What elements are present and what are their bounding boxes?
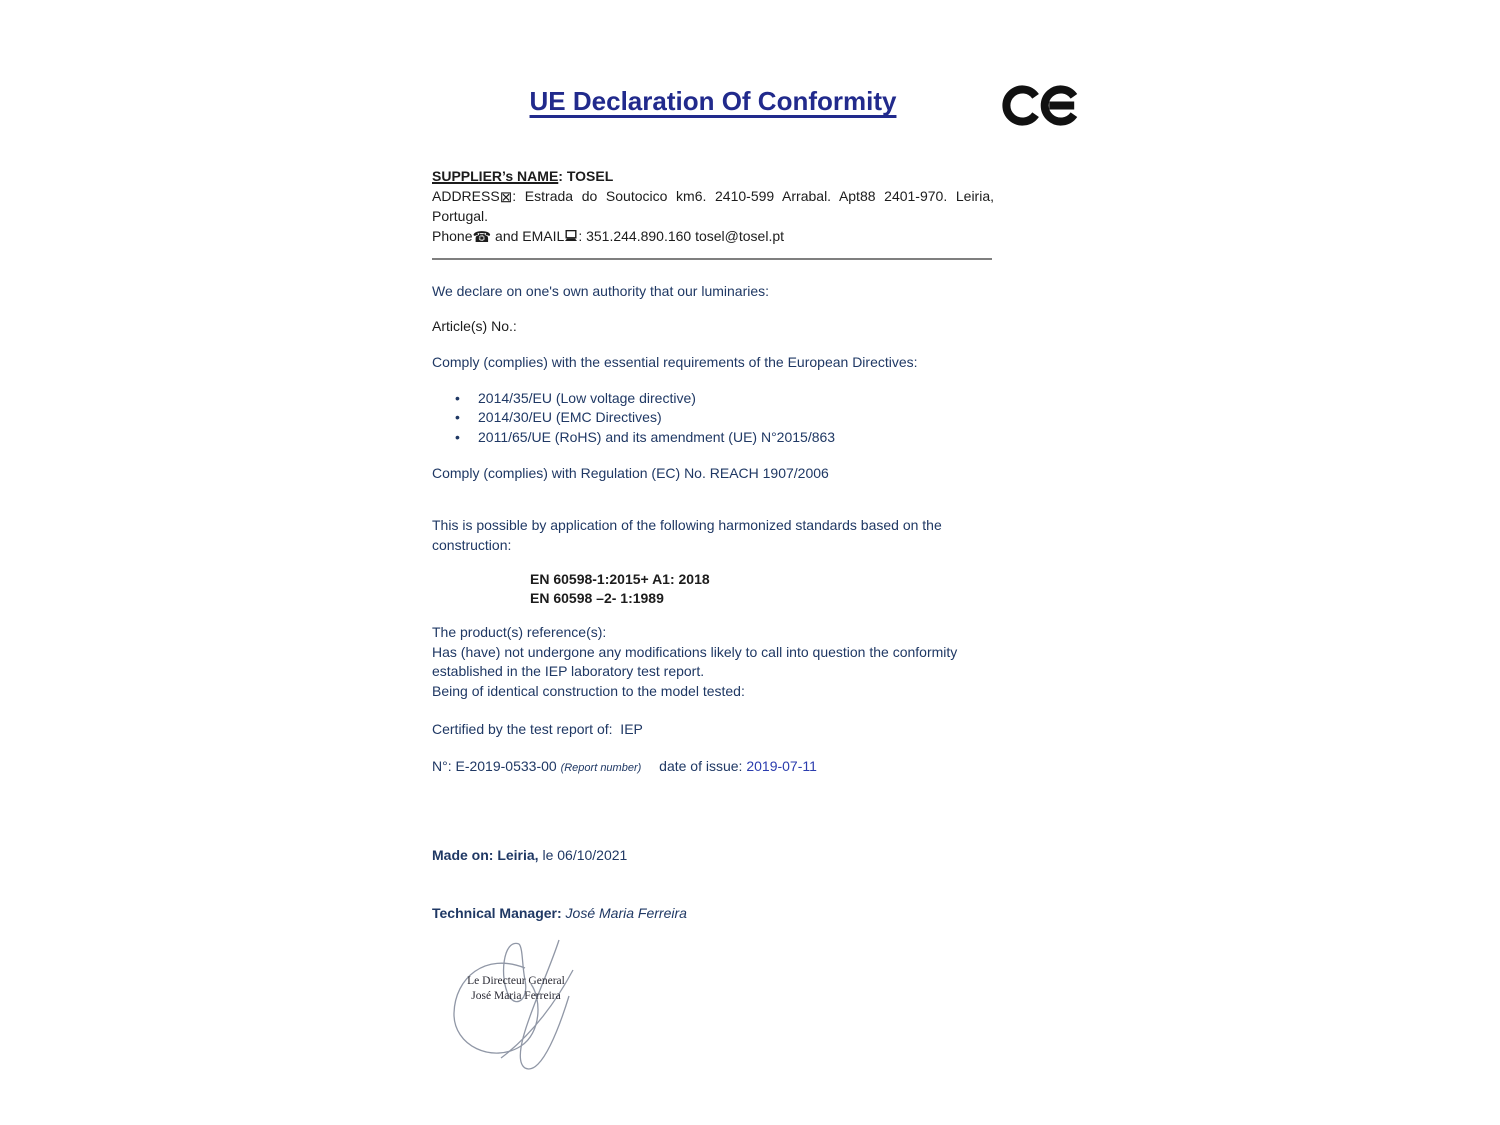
standard-item: EN 60598-1:2015+ A1: 2018 [530,571,710,587]
no-modifications-line1: Has (have) not undergone any modifications likely to call into question the conformity [432,643,958,660]
signature-name: José Maria Ferreira [471,990,561,1002]
supplier-address-line1 [432,187,994,208]
declaration-statement: We declare on one's own authority that our luminaries: [432,283,770,299]
bullet-icon: • [455,409,460,426]
contact-value: : 351.244.890.160 tosel@tosel.pt [578,227,785,244]
no-modifications-line2: established in the IEP laboratory test report. [432,663,705,679]
phone-icon: ☎ [472,228,492,246]
supplier-name-label: SUPPLIER’s NAME [432,168,559,184]
standards-block [432,570,710,607]
technical-manager-value: José Maria Ferreira [561,905,687,921]
made-on-line [432,846,627,866]
technical-manager-line [432,904,687,924]
identical-construction-line: Being of identical construction to the model tested: [432,682,745,699]
harmonized-line1: This is possible by application of the following harmonized standards based on the [432,517,942,533]
directives-list [432,389,835,447]
signature [440,938,580,1078]
harmonized-line2: construction: [432,536,512,553]
signature-text [466,974,566,1004]
standard-item: EN 60598 –2- 1:1989 [530,589,664,606]
directive-text: 2014/35/EU (Low voltage directive) [478,390,696,406]
computer-icon [564,228,578,248]
supplier-name-value: : TOSEL [558,168,614,184]
ce-mark-icon [1002,82,1084,134]
directive-item [432,389,835,408]
page-title [432,86,994,117]
report-line [432,757,817,779]
signature-title: Le Directeur General [467,975,565,987]
supplier-address-line2: Portugal. [432,208,489,224]
comply-reach-line: Comply (complies) with Regulation (EC) No. REACH 1907/2006 [432,465,829,481]
made-on-value: le 06/10/2021 [538,847,628,863]
made-on-label: Made on: Leiria, [432,847,539,863]
certified-line: Certified by the test report of: IEP [432,721,643,737]
bullet-icon: • [455,428,460,445]
envelope-icon: ⊠ [499,188,513,206]
section-divider [432,258,992,260]
signature-scribble-icon [440,938,580,1078]
technical-manager-label: Technical Manager: [432,905,562,921]
directive-text: 2014/30/EU (EMC Directives) [478,409,662,426]
report-number: N°: E-2019-0533-00 [432,758,557,774]
harmonized-standards-intro [432,516,942,555]
articles-line: Article(s) No.: [432,318,517,334]
product-ref-line: The product(s) reference(s): [432,624,607,640]
page-title-text: UE Declaration Of Conformity [529,86,897,116]
directive-text: 2011/65/UE (RoHS) and its amendment (UE) N°2015/863 [478,428,836,445]
report-number-note: (Report number) [560,762,642,774]
comply-directives-line: Comply (complies) with the essential requirements of the European Directives: [432,354,918,370]
email-label: and EMAIL [491,227,565,244]
product-reference-block [432,623,957,701]
directive-item [432,428,835,447]
address-label: ADDRESS [432,187,500,204]
date-of-issue-label: date of issue: [659,758,743,774]
date-of-issue-value: 2019-07-11 [742,758,817,774]
directive-item [432,408,835,427]
bullet-icon: • [455,390,460,406]
supplier-name-line [432,167,994,187]
phone-label: Phone [432,227,473,244]
supplier-contact-line [432,227,994,248]
address-value: : Estrada do Soutocico km6. 2410-599 Arrabal. Apt88 2401-970. Leiria, [512,187,994,204]
supplier-block [432,167,994,247]
